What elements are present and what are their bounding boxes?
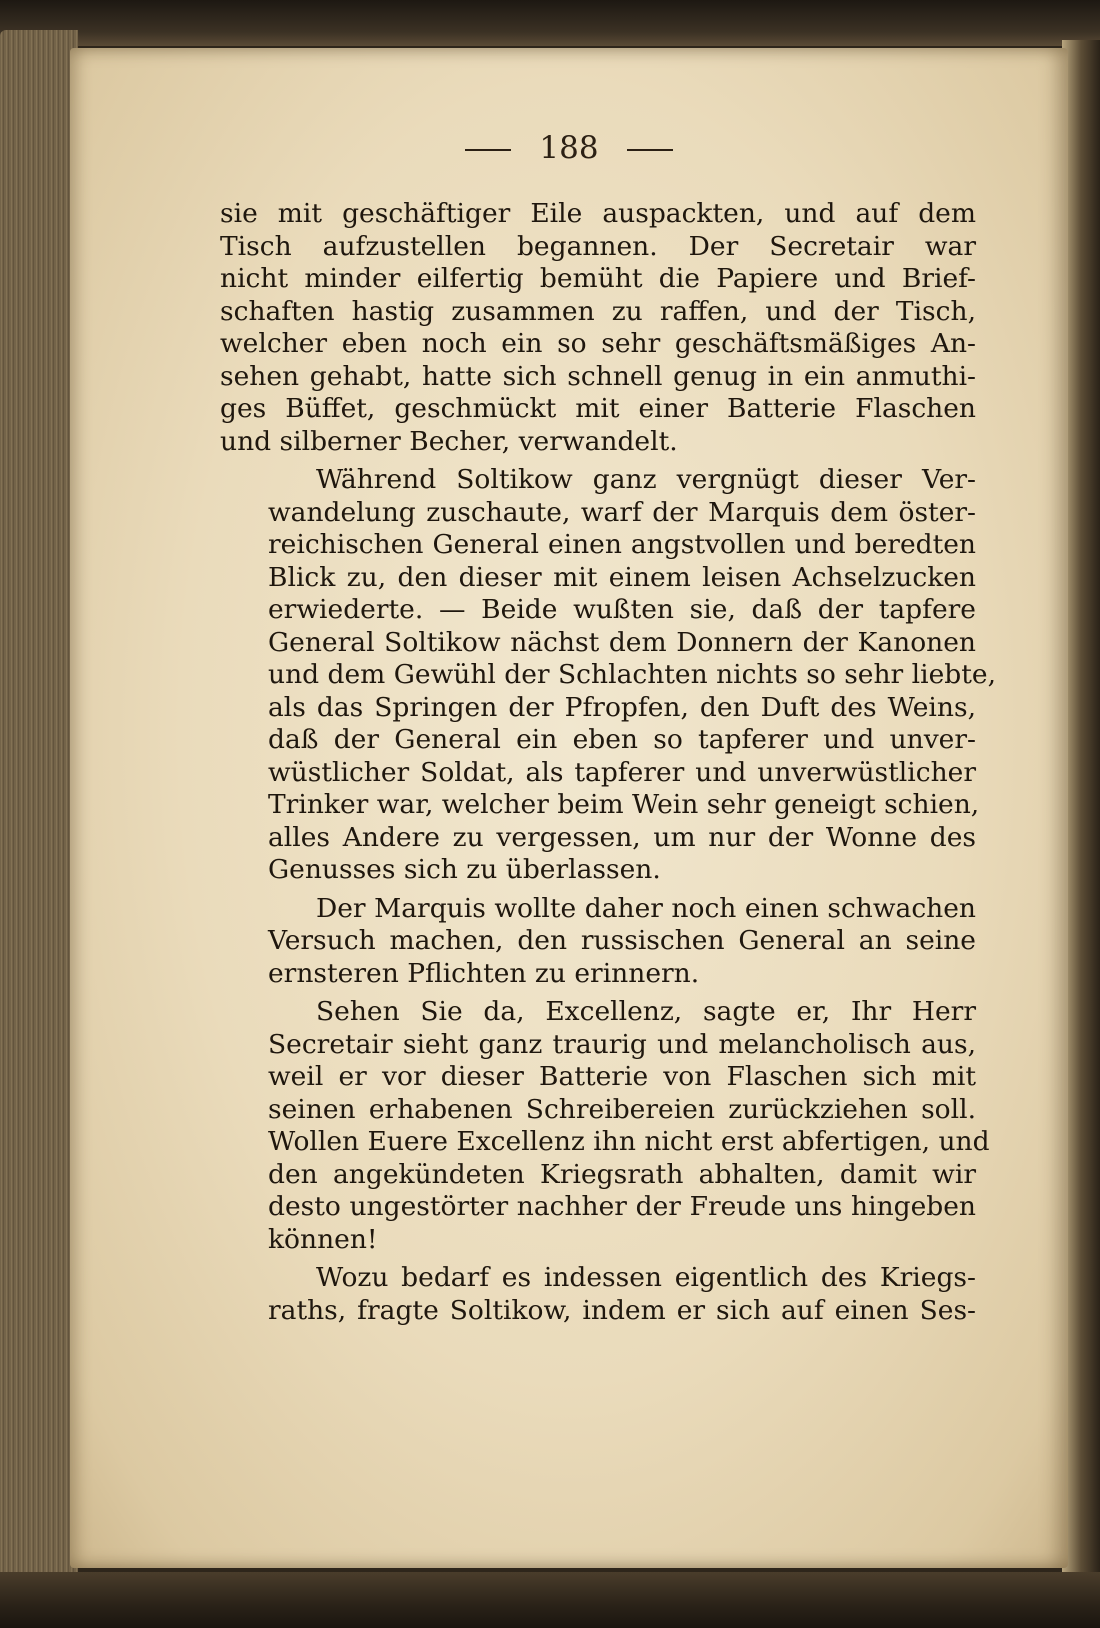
text-line: daß der General ein eben so tapferer und unver- [268,724,976,755]
book-top-edge [0,0,1100,46]
text-line: welcher eben noch ein so sehr geschäftsmäßiges An- [220,328,976,359]
book-bottom-edge [0,1572,1100,1628]
text-line: wüstlicher Soldat, als tapferer und unverwüstlicher [268,756,976,788]
text-line: Wozu bedarf es indessen eigentlich des Kriegs- [316,1262,976,1293]
text-line: Der Marquis wollte daher noch einen schwachen [316,892,976,924]
page-number: 188 [539,130,599,166]
text-line: können! [268,1223,378,1255]
text-line: Blick zu, den dieser mit einem leisen Achselzucken [268,561,976,593]
text-line: reichischen General einen angstvollen und beredten [268,529,976,560]
body-text [220,198,996,1327]
text-line: nicht minder eilfertig bemüht die Papiere und Brief- [220,263,976,294]
text-line: erwiederte. — Beide wußten sie, daß der tapfere [268,594,976,625]
paragraph [220,198,976,458]
book-page [70,48,1068,1568]
page-stack-edge [0,30,78,1590]
text-line: schaften hastig zusammen zu raffen, und der Tisch, [220,295,976,327]
text-line: sehen gehabt, hatte sich schnell genug in ein anmuthi- [220,360,976,392]
text-line: Genusses sich zu überlassen. [268,854,661,885]
running-header [70,126,1068,170]
text-line: und dem Gewühl der Schlachten nichts so sehr liebte, [268,659,996,690]
text-line: ernsteren Pflichten zu erinnern. [268,957,700,989]
text-line: Sehen Sie da, Excellenz, sagte er, Ihr Herr [316,996,976,1027]
text-line: raths, fragte Soltikow, indem er sich auf einen Ses- [268,1294,976,1326]
header-dash-left [465,149,511,151]
text-line: Tisch aufzustellen begannen. Der Secretair war [220,230,976,262]
text-line: sie mit geschäftiger Eile auspackten, und auf dem [220,198,976,229]
text-line: General Soltikow nächst dem Donnern der Kanonen [268,626,976,658]
text-line: desto ungestörter nachher der Freude uns hingeben [268,1191,976,1222]
text-line: weil er vor dieser Batterie von Flaschen sich mit [268,1061,976,1092]
text-line: ges Büffet, geschmückt mit einer Batterie Flaschen [220,393,976,424]
text-line: seinen erhabenen Schreibereien zurückziehen soll. [268,1093,976,1125]
header-dash-right [627,149,673,151]
text-line: alles Andere zu vergessen, um nur der Wonne des [268,821,976,853]
text-line: als das Springen der Pfropfen, den Duft des Weins, [268,691,976,723]
text-line: Wollen Euere Excellenz ihn nicht erst abfertigen, und [268,1126,990,1157]
paragraph [220,996,990,1256]
paragraph [220,1262,976,1327]
paragraph [220,464,996,887]
text-line: den angekündeten Kriegsrath abhalten, damit wir [268,1158,976,1190]
text-line: wandelung zuschaute, warf der Marquis dem öster- [268,496,976,528]
paragraph [220,893,976,991]
text-line: Trinker war, welcher beim Wein sehr geneigt schien, [268,789,980,820]
text-line: Versuch machen, den russischen General an seine [268,925,976,956]
text-line: Secretair sieht ganz traurig und melancholisch aus, [268,1028,976,1060]
text-line: und silberner Becher, verwandelt. [220,425,678,457]
text-line: Während Soltikow ganz vergnügt dieser Ver- [316,464,976,495]
